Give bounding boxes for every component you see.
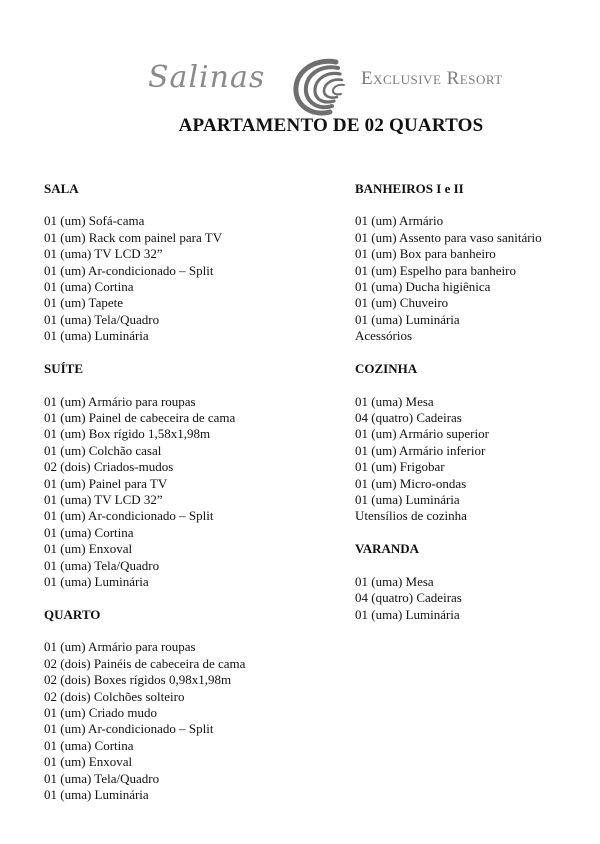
section-title: COZINHA bbox=[355, 361, 418, 377]
list-item: 01 (um) Armário para roupas bbox=[44, 639, 196, 655]
list-item: 01 (uma) Luminária bbox=[44, 328, 149, 344]
section-title: SALA bbox=[44, 181, 79, 196]
list-item: 01 (um) Micro-ondas bbox=[355, 475, 467, 491]
list-item: 01 (uma) Luminária bbox=[355, 606, 460, 622]
item-list bbox=[355, 394, 595, 525]
list-item: 01 (uma) Tela/Quadro bbox=[44, 557, 160, 573]
resort-logo-header bbox=[0, 26, 600, 106]
item-list bbox=[355, 213, 595, 344]
list-item: 04 (quatro) Cadeiras bbox=[355, 590, 462, 606]
section-cozinha bbox=[355, 361, 595, 525]
list-item: 01 (um) Ar-condicionado – Split bbox=[44, 508, 214, 524]
section-title: BANHEIROS I e II bbox=[355, 181, 464, 196]
list-item: 01 (um) Painel para TV bbox=[44, 475, 168, 491]
section-title: SUÍTE bbox=[44, 361, 84, 377]
wave-logo-icon bbox=[284, 54, 354, 118]
list-item: 01 (um) Ar-condicionado – Split bbox=[44, 721, 214, 737]
list-item: 01 (um) Espelho para banheiro bbox=[355, 262, 517, 278]
list-item: 01 (um) Criado mudo bbox=[44, 704, 158, 720]
list-item: 02 (dois) Colchões solteiro bbox=[44, 688, 185, 704]
list-item: 01 (uma) Luminária bbox=[44, 787, 149, 802]
section-banheiros bbox=[355, 181, 595, 345]
section-suite bbox=[44, 361, 344, 590]
item-list bbox=[355, 574, 595, 623]
list-item: 02 (dois) Criados-mudos bbox=[44, 459, 174, 475]
list-item: 01 (uma) Cortina bbox=[44, 737, 134, 753]
list-item: 01 (um) Armário superior bbox=[355, 426, 489, 442]
page-title: APARTAMENTO DE 02 QUARTOS bbox=[178, 115, 484, 136]
section-sala bbox=[44, 181, 344, 345]
list-item: 01 (um) Rack com painel para TV bbox=[44, 229, 223, 245]
right-column bbox=[355, 181, 595, 639]
list-item: 01 (uma) Cortina bbox=[44, 524, 134, 540]
list-item: 01 (uma) Tela/Quadro bbox=[44, 311, 160, 327]
list-item: 01 (um) Sofá-cama bbox=[44, 213, 145, 229]
list-item: Utensílios de cozinha bbox=[355, 508, 467, 524]
list-item: Acessórios bbox=[355, 328, 413, 344]
list-item: 01 (um) Armário inferior bbox=[355, 442, 486, 458]
list-item: 01 (uma) Luminária bbox=[44, 574, 149, 590]
section-quarto bbox=[44, 607, 344, 803]
list-item: 01 (um) Assento para vaso sanitário bbox=[355, 229, 542, 245]
list-item: 01 (uma) TV LCD 32” bbox=[44, 246, 163, 262]
list-item: 01 (uma) Luminária bbox=[355, 311, 460, 327]
item-list bbox=[44, 394, 344, 591]
section-title: VARANDA bbox=[355, 541, 420, 557]
list-item: 01 (um) Box para banheiro bbox=[355, 246, 496, 262]
list-item: 01 (um) Armário bbox=[355, 213, 444, 229]
list-item: 01 (um) Chuveiro bbox=[355, 295, 449, 311]
left-column bbox=[44, 181, 344, 820]
list-item: 01 (uma) Ducha higiênica bbox=[355, 279, 491, 295]
list-item: 01 (um) Armário para roupas bbox=[44, 393, 196, 409]
list-item: 01 (um) Colchão casal bbox=[44, 442, 162, 458]
list-item: 01 (uma) Tela/Quadro bbox=[44, 770, 160, 786]
list-item: 01 (uma) Mesa bbox=[355, 573, 434, 589]
brand-tagline: Exclusive Resort bbox=[361, 68, 503, 89]
list-item: 01 (um) Ar-condicionado – Split bbox=[44, 262, 214, 278]
list-item: 02 (dois) Boxes rígidos 0,98x1,98m bbox=[44, 672, 232, 688]
list-item: 01 (uma) TV LCD 32” bbox=[44, 492, 163, 507]
list-item: 01 (um) Tapete bbox=[44, 295, 123, 311]
list-item: 01 (um) Painel de cabeceira de cama bbox=[44, 409, 236, 425]
list-item: 01 (um) Frigobar bbox=[355, 459, 445, 475]
list-item: 01 (um) Box rígido 1,58x1,98m bbox=[44, 426, 211, 442]
list-item: 04 (quatro) Cadeiras bbox=[355, 409, 462, 425]
item-list bbox=[44, 639, 344, 803]
list-item: 01 (uma) Luminária bbox=[355, 492, 460, 507]
list-item: 01 (um) Enxoval bbox=[44, 541, 133, 557]
list-item: 01 (uma) Mesa bbox=[355, 393, 434, 409]
item-list bbox=[44, 213, 344, 344]
section-varanda bbox=[355, 541, 595, 623]
list-item: 02 (dois) Painéis de cabeceira de cama bbox=[44, 655, 246, 671]
list-item: 01 (uma) Cortina bbox=[44, 279, 134, 295]
brand-script-name: Salinas bbox=[148, 60, 266, 95]
section-title: QUARTO bbox=[44, 606, 101, 622]
list-item: 01 (um) Enxoval bbox=[44, 754, 133, 770]
